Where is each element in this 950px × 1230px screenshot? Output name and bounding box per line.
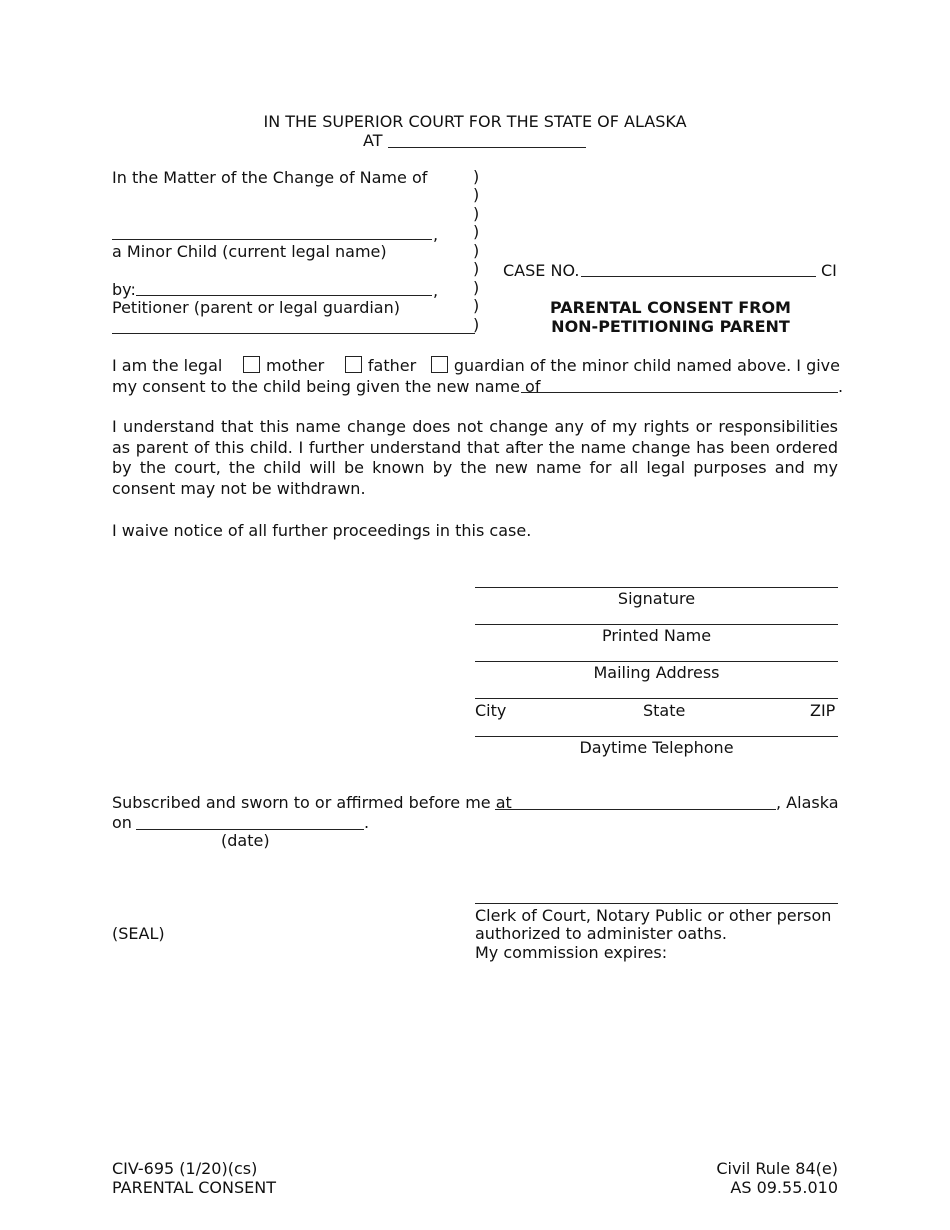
telephone-field[interactable]: [475, 736, 838, 737]
caption-paren: ): [473, 185, 480, 204]
printed-name-field[interactable]: [475, 624, 838, 625]
minor-name-field[interactable]: [112, 239, 432, 240]
case-no-label: CASE NO.: [503, 261, 580, 280]
mother-option: mother: [237, 356, 324, 375]
date-label: (date): [221, 831, 270, 850]
caption-paren: ): [473, 296, 480, 315]
guardian-option: guardian of the minor child named above. I give: [431, 356, 840, 375]
statute: AS 09.55.010: [730, 1178, 838, 1197]
mailing-address-label: Mailing Address: [593, 663, 720, 682]
consent-line-2: my consent to the child being given the new name of: [112, 377, 541, 396]
understand-paragraph: I understand that this name change does not change any of my rights or responsibilities as parent of this child. I further understand that after the name change has been ordered by the court, the child will be known by the new name for all legal purposes and my consent may not be withdrawn.: [112, 417, 838, 498]
sworn-date-field[interactable]: [136, 829, 364, 830]
civil-rule: Civil Rule 84(e): [716, 1159, 838, 1178]
waive-paragraph: I waive notice of all further proceedings in this case.: [112, 521, 532, 540]
comma: ,: [433, 225, 439, 244]
sworn-location-field[interactable]: [495, 809, 776, 810]
signature-label: Signature: [617, 589, 696, 608]
caption-paren: ): [473, 241, 480, 260]
father-checkbox[interactable]: [345, 356, 362, 373]
consent-prefix: I am the legal: [112, 356, 223, 375]
at-label: AT: [363, 131, 383, 150]
period: .: [838, 377, 844, 396]
state-label: State: [643, 701, 686, 720]
caption-paren: ): [473, 204, 480, 223]
minor-label: a Minor Child (current legal name): [112, 242, 387, 261]
period: .: [364, 813, 370, 832]
form-title-line1: PARENTAL CONSENT FROM: [550, 298, 791, 317]
matter-label: In the Matter of the Change of Name of: [112, 168, 428, 187]
telephone-label: Daytime Telephone: [579, 738, 734, 757]
form-name: PARENTAL CONSENT: [112, 1178, 276, 1197]
mother-checkbox[interactable]: [243, 356, 260, 373]
father-option: father: [339, 356, 416, 375]
caption-paren: ): [473, 278, 480, 297]
form-number: CIV-695 (1/20)(cs): [112, 1159, 258, 1178]
case-no-field[interactable]: [581, 276, 816, 277]
commission-expires-label: My commission expires:: [475, 943, 668, 962]
printed-name-label: Printed Name: [601, 626, 712, 645]
case-suffix: CI: [821, 261, 837, 280]
petitioner-name-field[interactable]: [136, 295, 432, 296]
signature-field[interactable]: [475, 587, 838, 588]
alaska-label: , Alaska: [776, 793, 839, 812]
caption-divider: [112, 333, 475, 334]
caption-paren: ): [473, 259, 480, 278]
caption-paren: ): [473, 315, 480, 334]
clerk-line-2: authorized to administer oaths.: [475, 924, 727, 943]
form-title-line2: NON-PETITIONING PARENT: [551, 317, 790, 336]
guardian-checkbox[interactable]: [431, 356, 448, 373]
by-label: by:: [112, 280, 136, 299]
mailing-address-field[interactable]: [475, 661, 838, 662]
seal-label: (SEAL): [112, 924, 165, 943]
comma: ,: [433, 281, 439, 300]
city-label: City: [475, 701, 507, 720]
sworn-text: Subscribed and sworn to or affirmed before me at: [112, 793, 512, 812]
caption-paren: ): [473, 167, 480, 186]
on-label: on: [112, 813, 132, 832]
court-heading: IN THE SUPERIOR COURT FOR THE STATE OF ALASKA: [263, 112, 687, 131]
petitioner-label: Petitioner (parent or legal guardian): [112, 298, 400, 317]
consent-line-1: [112, 356, 840, 375]
clerk-line-1: Clerk of Court, Notary Public or other person: [475, 906, 832, 925]
new-name-field[interactable]: [521, 392, 838, 393]
clerk-signature-field[interactable]: [475, 903, 838, 904]
zip-label: ZIP: [810, 701, 836, 720]
city-state-zip-field[interactable]: [475, 698, 838, 699]
caption-paren: ): [473, 222, 480, 241]
location-field[interactable]: [388, 147, 586, 148]
